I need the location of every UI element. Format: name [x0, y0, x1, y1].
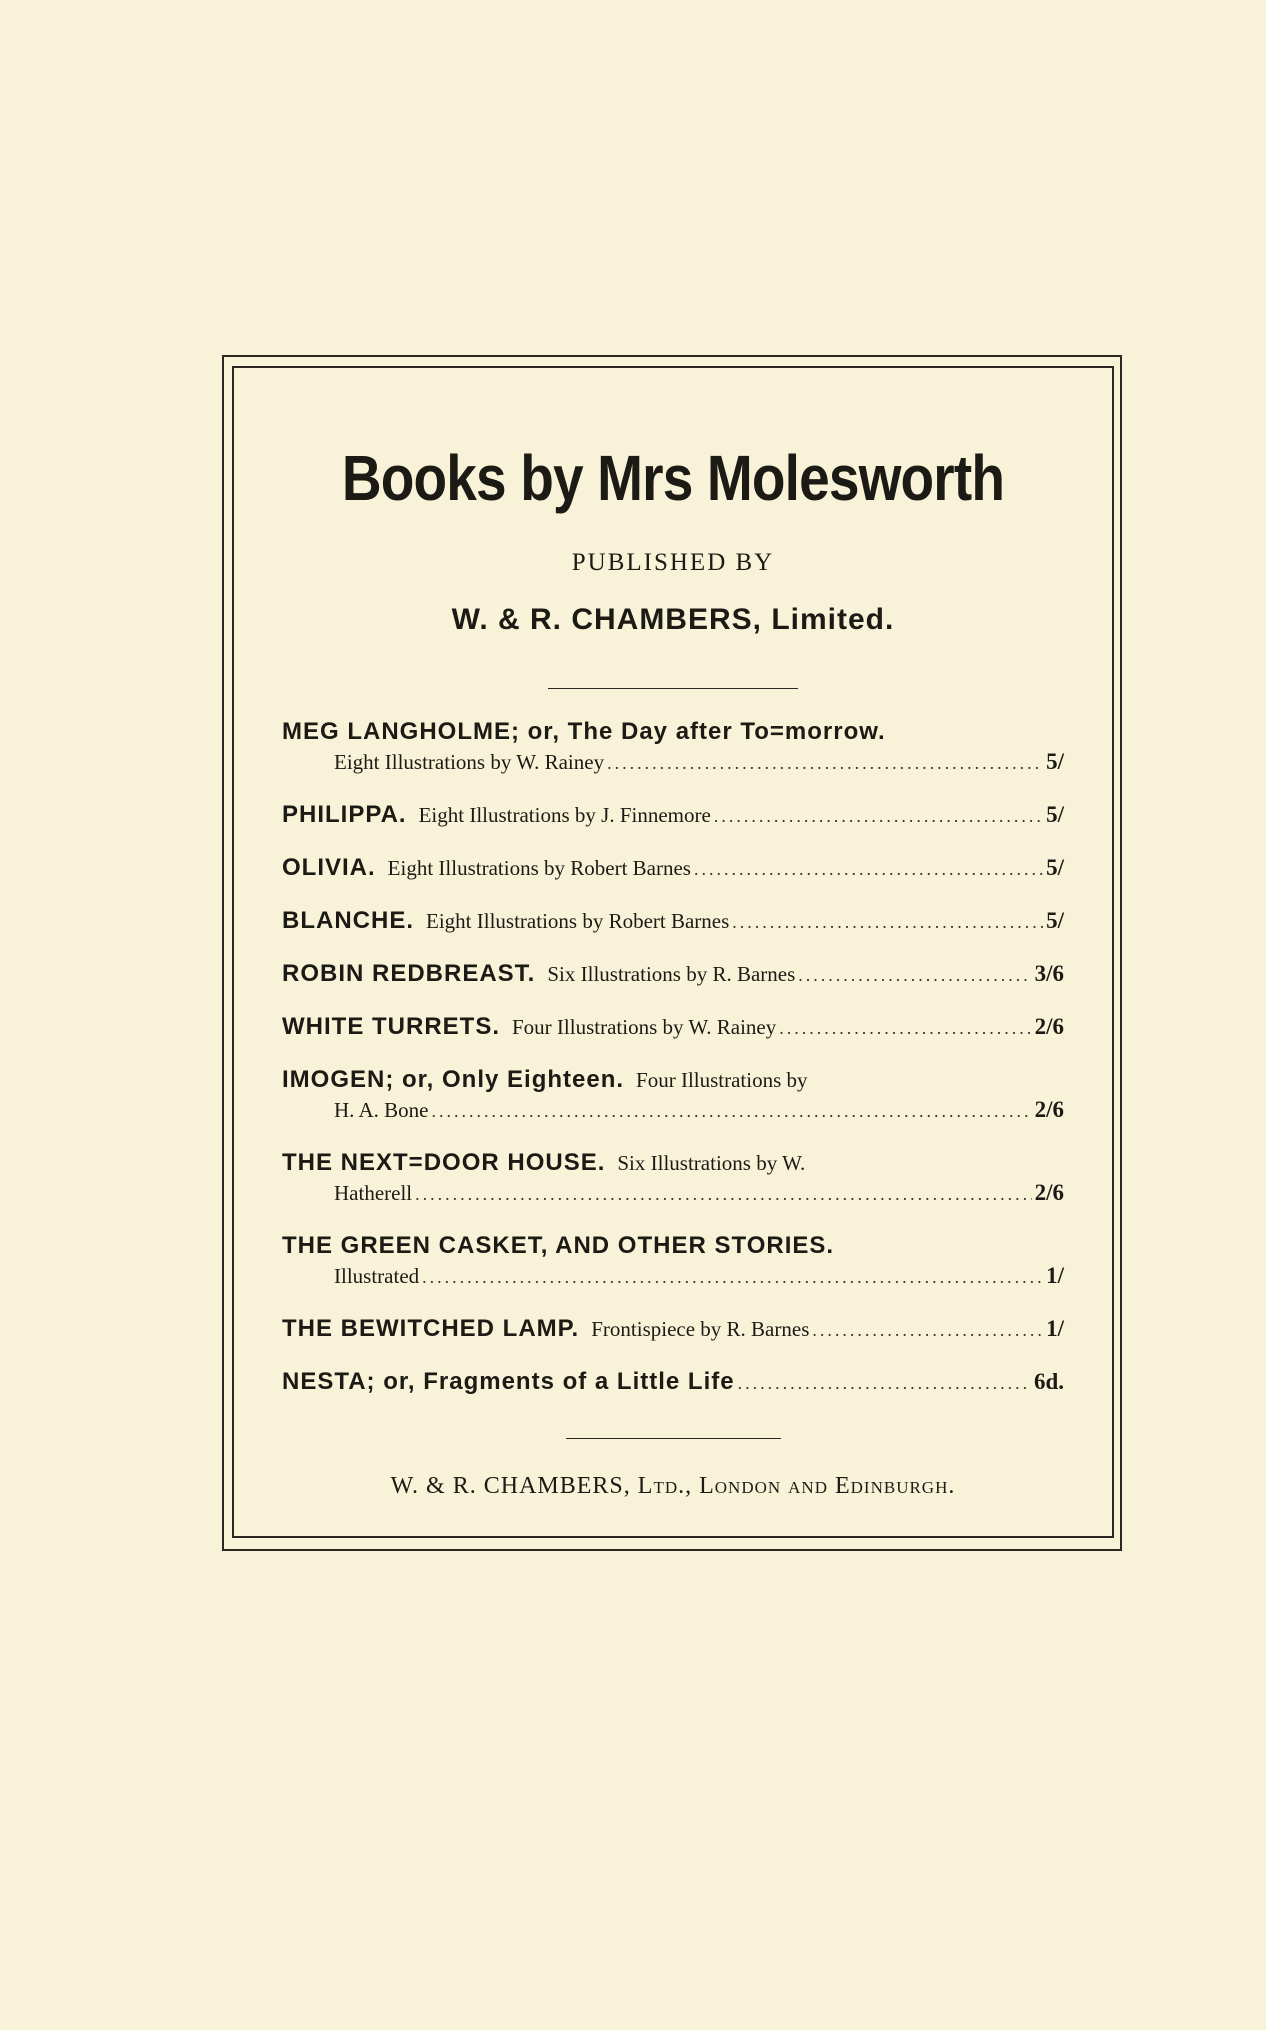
book-description: Four Illustrations by [636, 1068, 808, 1092]
book-title: THE BEWITCHED LAMP. [282, 1315, 580, 1342]
divider-top [548, 688, 798, 689]
book-price: 5/ [1046, 855, 1064, 880]
leader-dots [432, 1096, 1032, 1126]
book-title: IMOGEN; or, Only Eighteen. [282, 1066, 625, 1093]
book-description-continued: H. A. Bone [334, 1098, 429, 1122]
leader-dots [415, 1179, 1031, 1209]
book-description: Six Illustrations by W. [617, 1151, 806, 1175]
book-title: NESTA; or, Fragments of a Little Life [282, 1368, 735, 1395]
leader-dots [694, 854, 1043, 884]
book-item [282, 1065, 1064, 1126]
book-list [282, 717, 1064, 1398]
book-description: Eight Illustrations by J. Finnemore [418, 803, 711, 827]
leader-dots [607, 748, 1043, 778]
book-title: WHITE TURRETS. [282, 1013, 500, 1040]
book-title: ROBIN REDBREAST. [282, 960, 536, 987]
advertisement-page [282, 440, 1064, 1500]
page-title: Books by Mrs Molesworth [341, 442, 1005, 514]
book-description: Eight Illustrations by Robert Barnes [426, 909, 730, 933]
publisher-name: W. & R. CHAMBERS, Limited. [451, 603, 895, 636]
book-item [282, 1367, 1064, 1398]
book-description: Frontispiece by R. Barnes [591, 1317, 810, 1341]
book-price: 2/6 [1034, 1014, 1064, 1039]
book-item [282, 717, 1064, 778]
book-item [282, 853, 1064, 884]
book-price: 3/6 [1034, 961, 1064, 986]
book-item [282, 1148, 1064, 1209]
leader-dots [812, 1315, 1043, 1345]
book-item [282, 906, 1064, 937]
book-title: BLANCHE. [282, 907, 414, 934]
leader-dots [714, 801, 1043, 831]
book-title: OLIVIA. [282, 854, 376, 881]
book-item [282, 959, 1064, 990]
book-price: 6d. [1033, 1369, 1064, 1394]
book-title: MEG LANGHOLME; or, The Day after To=morrow. [282, 718, 886, 745]
leader-dots [422, 1262, 1043, 1292]
leader-dots [779, 1013, 1031, 1043]
divider-bottom [566, 1438, 781, 1439]
book-title: THE GREEN CASKET, AND OTHER STORIES. [282, 1232, 835, 1259]
book-price: 1/ [1046, 1316, 1064, 1341]
footer-imprint [282, 1473, 1064, 1500]
book-price: 2/6 [1034, 1180, 1064, 1205]
leader-dots [738, 1368, 1031, 1398]
book-price: 2/6 [1034, 1097, 1064, 1122]
book-description: Four Illustrations by W. Rainey [512, 1015, 777, 1039]
footer-location: Ltd., London and Edinburgh. [637, 1473, 956, 1499]
book-item [282, 1231, 1064, 1292]
book-description: Eight Illustrations by W. Rainey [334, 750, 605, 774]
book-description: Eight Illustrations by Robert Barnes [387, 856, 691, 880]
book-item [282, 1314, 1064, 1345]
footer-publisher: W. & R. CHAMBERS, [390, 1473, 631, 1499]
book-item [282, 800, 1064, 831]
book-item [282, 1012, 1064, 1043]
leader-dots [732, 907, 1043, 937]
published-by-label: PUBLISHED BY [571, 549, 775, 576]
leader-dots [798, 960, 1031, 990]
book-title: PHILIPPA. [282, 801, 407, 828]
book-price: 5/ [1046, 749, 1064, 774]
book-description: Six Illustrations by R. Barnes [547, 962, 796, 986]
book-title: THE NEXT=DOOR HOUSE. [282, 1149, 606, 1176]
book-price: 1/ [1046, 1263, 1064, 1288]
book-description: Illustrated [334, 1264, 420, 1288]
book-description-continued: Hatherell [334, 1181, 413, 1205]
book-price: 5/ [1046, 802, 1064, 827]
book-price: 5/ [1046, 908, 1064, 933]
